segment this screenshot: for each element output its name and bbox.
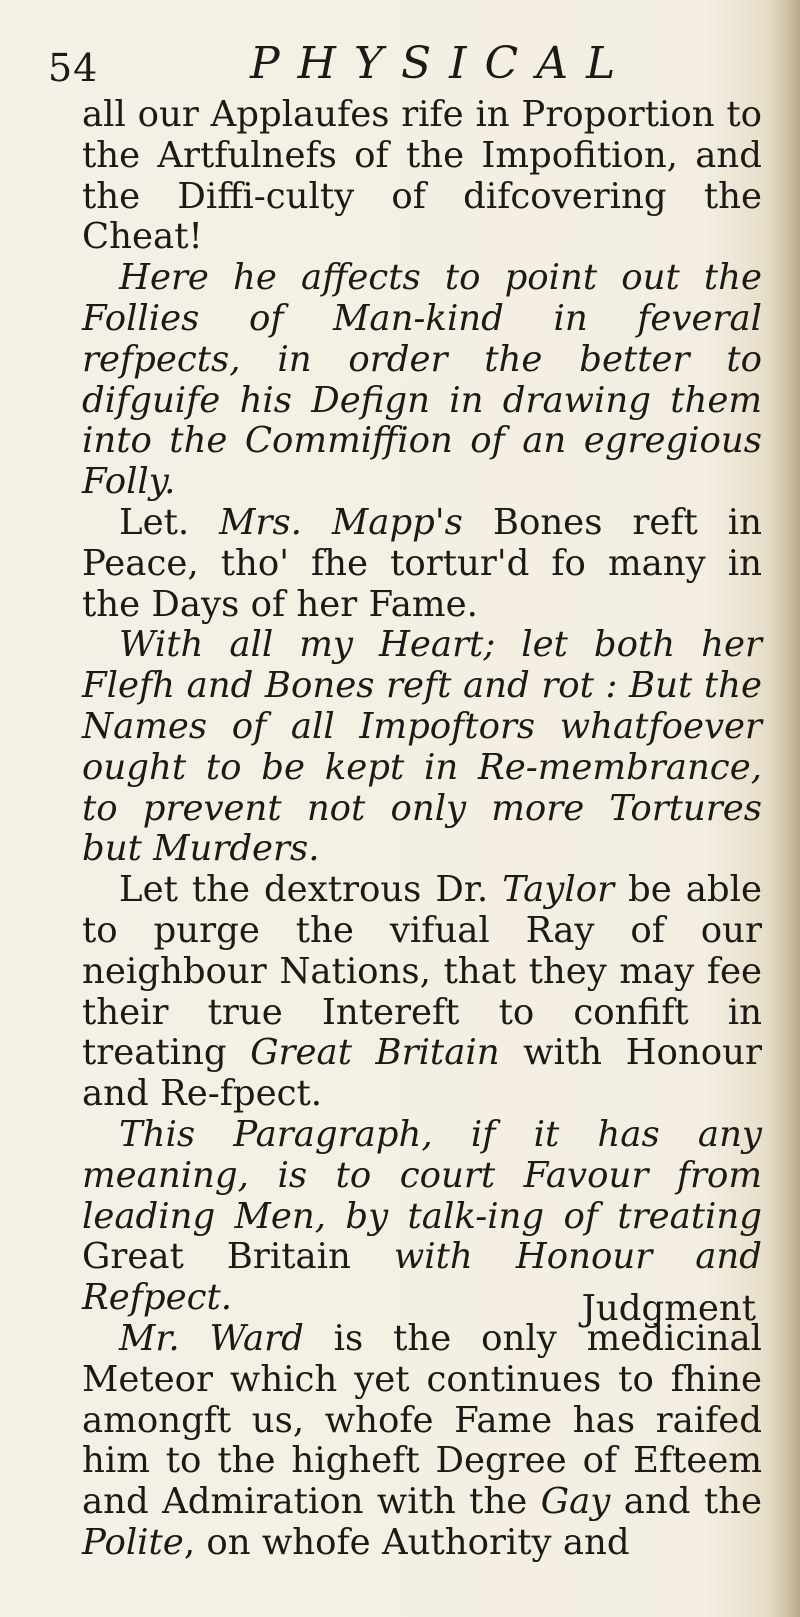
- text-run: Mr. Ward: [119, 1317, 304, 1359]
- page-header: [48, 38, 748, 98]
- text-run: Gay: [540, 1481, 611, 1523]
- text-run: Let the dextrous Dr.: [119, 869, 503, 911]
- text-run: This Paragraph, if it has any meaning, is to court Favour from leading Men, by talk-ing of treating: [82, 1113, 762, 1237]
- catchword: Judgment: [581, 1288, 756, 1329]
- text-run: Mrs. Mapp's: [219, 501, 463, 543]
- paragraph-7: [82, 1319, 762, 1564]
- text-run: Great Britain: [250, 1032, 500, 1074]
- text-run: Here he affects to point out the Follies of Man-kind in feveral refpects, in order the better to difguife his Defign in drawing them into the Commiffion of an egregious Folly.: [82, 257, 762, 503]
- paragraph-2: [82, 258, 762, 503]
- page-edge-shadow: [770, 0, 800, 1617]
- body-text: [82, 95, 762, 1564]
- text-run: with Honour and Refpect.: [82, 1236, 762, 1319]
- text-run: all our Applaufes rife in Proportion to the Artfulnefs of the Impofition, and the Diffi-culty of difcovering the Cheat!: [82, 94, 762, 258]
- text-run: and the: [610, 1481, 762, 1523]
- paragraph-5: [82, 870, 762, 1115]
- paragraph-3: [82, 503, 762, 625]
- text-run: Bones reft in Peace, tho' fhe tortur'd fo many in the Days of her Fame.: [82, 501, 762, 625]
- text-run: Great Britain: [82, 1236, 351, 1278]
- running-head: PHYSICAL: [250, 38, 634, 89]
- paragraph-1: [82, 95, 762, 258]
- text-run: With all my Heart; let both her Flefh and Bones reft and rot : But the Names of all Impoftors whatfoever ought to be kept in Re-membrance, to prevent not only more Tortures but Murders.: [82, 624, 762, 870]
- text-run: Polite: [82, 1521, 184, 1563]
- text-run: Taylor: [502, 869, 615, 911]
- page-number: 54: [48, 46, 99, 90]
- text-run: be able to purge the vifual Ray of our neighbour Nations, that they may fee their true Intereft to confift in treating: [82, 869, 763, 1074]
- text-run: with Honour and Re-fpect.: [82, 1032, 762, 1115]
- text-run: , on whofe Authority and: [183, 1521, 630, 1563]
- text-run: is the only medicinal Meteor which yet continues to fhine amongft us, whofe Fame has raifed him to the higheft Degree of Efteem and Admiration with the: [82, 1317, 762, 1523]
- paragraph-4: [82, 625, 762, 870]
- text-run: Let.: [119, 501, 220, 543]
